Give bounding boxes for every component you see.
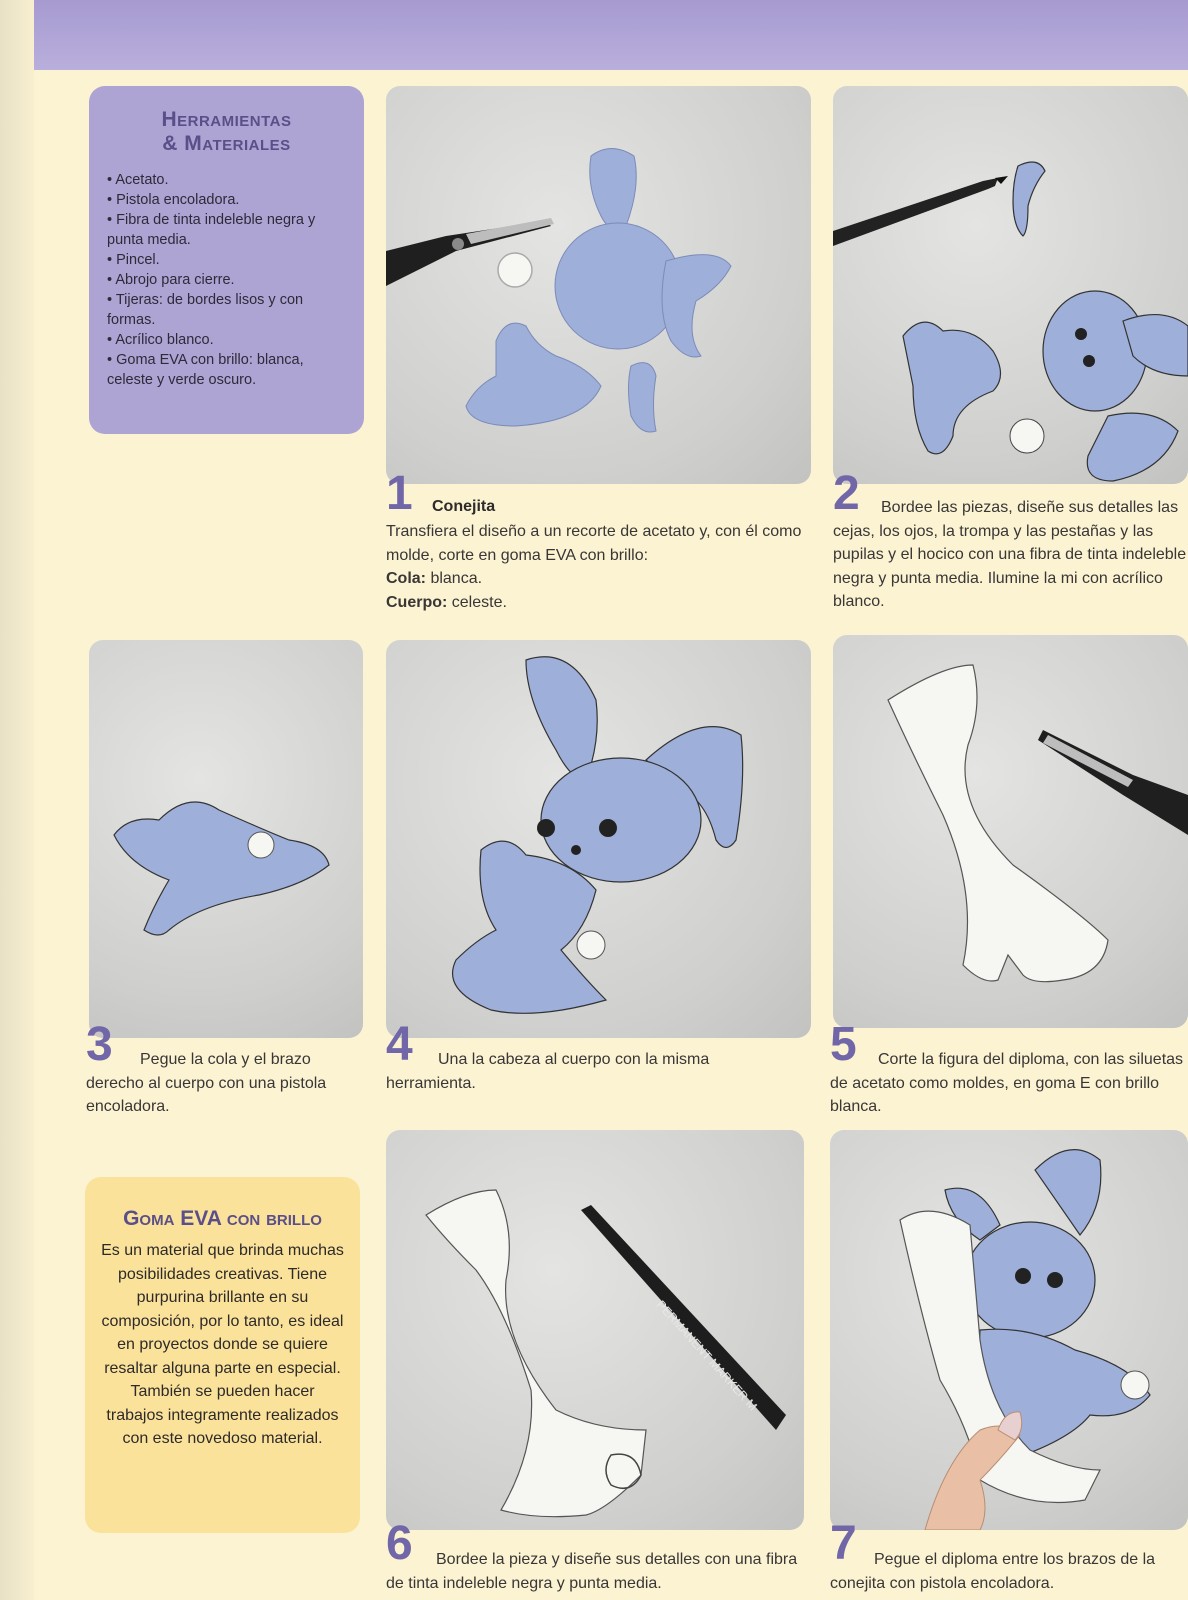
step-1-label-a: Cola: <box>386 570 426 587</box>
step-1-caption <box>386 520 816 614</box>
tail-piece-icon <box>577 931 605 959</box>
tail-piece-icon <box>248 832 274 858</box>
tools-materials-box <box>89 86 364 434</box>
step-4-text: Una la cabeza al cuerpo con la misma herramienta. <box>386 1051 710 1092</box>
step-7-caption <box>830 1548 1188 1598</box>
step-5-illustration <box>833 635 1188 1028</box>
header-band <box>34 0 1188 70</box>
step-5-photo <box>833 635 1188 1028</box>
bunny-body-icon <box>114 802 329 935</box>
eva-title: Goma EVA con brillo <box>123 1207 322 1230</box>
tools-item: • Fibra de tinta indeleble negra y punta media. <box>107 210 347 250</box>
step-1-line-a <box>386 567 816 591</box>
step-1-value-a: blanca. <box>430 570 483 587</box>
step-1-line-b <box>386 591 816 615</box>
step-1-value-b: celeste. <box>451 593 507 611</box>
step-6-number: 6 <box>386 1517 413 1570</box>
scissors-icon <box>1038 730 1188 835</box>
step-5-caption <box>830 1048 1188 1120</box>
step-1-title: Conejita <box>432 498 496 515</box>
step-1-number: 1 <box>386 467 413 520</box>
step-7-photo <box>830 1130 1188 1530</box>
tools-item: • Abrojo para cierre. <box>107 270 347 290</box>
tools-title <box>89 108 364 156</box>
tools-item: • Goma EVA con brillo: blanca, celeste y verde oscuro. <box>107 350 347 390</box>
step-5-number: 5 <box>830 1018 857 1071</box>
tools-list <box>107 170 347 390</box>
diploma-piece-icon <box>888 665 1108 982</box>
tools-item: • Pistola encoladora. <box>107 190 347 210</box>
tail-piece-icon <box>1010 419 1044 453</box>
step-6-illustration <box>386 1130 804 1530</box>
marker-icon <box>581 1205 786 1430</box>
step-2-photo <box>833 86 1188 484</box>
tools-item: • Tijeras: de bordes lisos y con formas. <box>107 290 347 330</box>
step-7-text: Pegue el diploma entre los brazos de la conejita con pistola encoladora. <box>830 1551 1156 1592</box>
step-4-photo <box>386 640 811 1038</box>
ear-icon <box>526 657 597 780</box>
step-4-number: 4 <box>386 1018 413 1071</box>
step-4-illustration <box>386 640 811 1038</box>
eva-info-box <box>85 1177 360 1533</box>
step-6-text: Bordee la pieza y diseñe sus detalles con una fibra de tinta indeleble negra y punta media. <box>386 1551 798 1592</box>
eva-text: Es un material que brinda muchas posibilidades creativas. Tiene purpurina brillante en su composición, por lo tanto, es ideal en proyectos donde se quiere resaltar alguna parte en especial. También se pueden hacer trabajos integramente realizados con este novedoso material. <box>101 1242 344 1447</box>
step-3-number: 3 <box>86 1018 113 1071</box>
page-gutter <box>0 0 34 1600</box>
eye-icon <box>1015 1268 1031 1284</box>
ear-icon <box>1035 1150 1101 1235</box>
step-7-illustration <box>830 1130 1188 1530</box>
body-piece-icon <box>903 322 1001 454</box>
step-2-number: 2 <box>833 467 860 520</box>
step-3-caption <box>86 1048 366 1119</box>
step-2-text: Bordee las piezas, diseñe sus detalles las cejas, los ojos, la trompa y las pestañas y las pupilas y el hocico con una fibra de tinta indeleble negra y punta media. Ilumine la mi con acrílico blanco. <box>833 499 1187 610</box>
step-3-illustration <box>89 640 363 1038</box>
arm-piece-icon <box>1013 162 1045 236</box>
step-1-photo <box>386 86 811 484</box>
head-icon <box>541 758 701 882</box>
step-6-caption <box>386 1548 806 1595</box>
head-piece-icon <box>555 149 731 358</box>
marker-label: PERMANENT MARKER M <box>653 1297 760 1414</box>
tail-piece-icon <box>1121 1371 1149 1399</box>
eye-icon <box>1075 328 1087 340</box>
tail-piece-icon <box>498 253 532 287</box>
eye-icon <box>1047 1272 1063 1288</box>
tools-title-line2: & Materiales <box>162 132 291 155</box>
ear-piece-icon <box>1087 413 1178 481</box>
eye-icon <box>1083 355 1095 367</box>
step-5-text: Corte la figura del diploma, con las siluetas de acetato como moldes, en goma E con brillo blanca. <box>830 1051 1184 1115</box>
step-1-illustration <box>386 86 811 484</box>
step-2-caption <box>833 496 1188 616</box>
step-4-caption <box>386 1048 786 1095</box>
eye-icon <box>537 819 555 837</box>
tools-item: • Pincel. <box>107 250 347 270</box>
step-1-text: Transfiera el diseño a un recorte de acetato y, con él como molde, corte en goma EVA con brillo: <box>386 523 802 564</box>
step-2-illustration <box>833 86 1188 484</box>
step-6-photo <box>386 1130 804 1530</box>
head-icon <box>965 1222 1095 1338</box>
tools-item: • Acrílico blanco. <box>107 330 347 350</box>
step-1-label-b: Cuerpo: <box>386 593 448 611</box>
eye-icon <box>599 819 617 837</box>
nose-icon <box>571 845 581 855</box>
tools-item: • Acetato. <box>107 170 347 190</box>
step-3-text: Pegue la cola y el brazo derecho al cuerpo con una pistola encoladora. <box>86 1051 327 1115</box>
marker-icon <box>833 176 1008 246</box>
step-3-photo <box>89 640 363 1038</box>
tools-title-line1: Herramientas <box>161 108 292 131</box>
step-7-number: 7 <box>830 1517 857 1570</box>
